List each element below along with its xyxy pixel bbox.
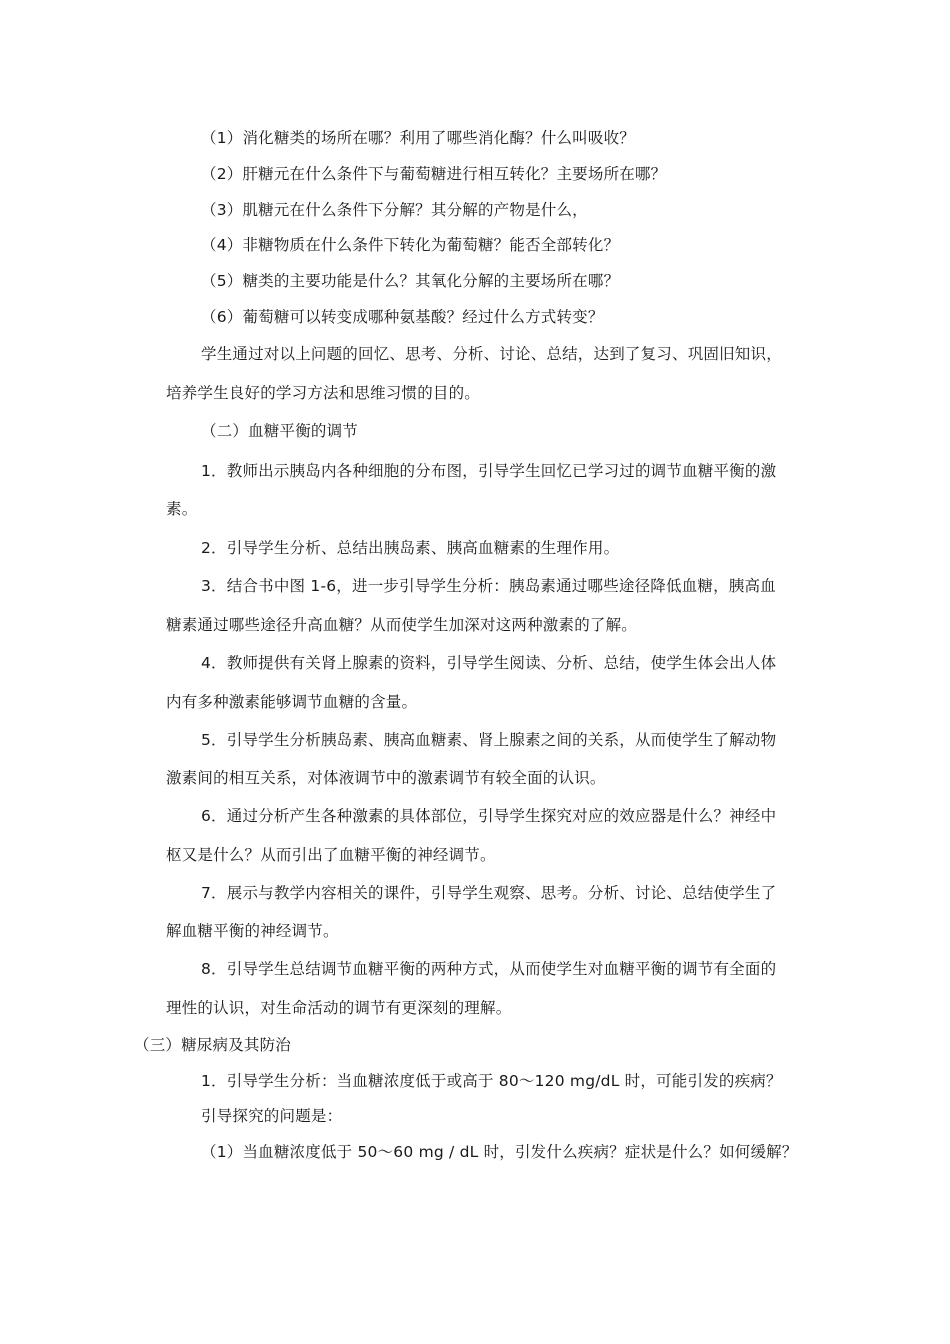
section-3-item-1: 1．引导学生分析：当血糖浓度低于或高于 80～120 mg/dL 时，可能引发的疾病？	[201, 1072, 782, 1090]
question-3: （3）肌糖元在什么条件下分解？其分解的产物是什么，	[201, 201, 588, 219]
question-2: （2）肝糖元在什么条件下与葡萄糖进行相互转化？主要场所在哪？	[201, 165, 667, 183]
item-4-line-1: 4．教师提供有关肾上腺素的资料，引导学生阅读、分析、总结，使学生体会出人体	[201, 654, 777, 672]
item-5-line-2: 激素间的相互关系，对体液调节中的激素调节有较全面的认识。	[166, 769, 606, 787]
item-1-line-2: 素。	[166, 500, 198, 518]
item-7-line-2: 解血糖平衡的神经调节。	[166, 922, 339, 940]
item-8-line-1: 8．引导学生总结调节血糖平衡的两种方式，从而使学生对血糖平衡的调节有全面的	[201, 960, 777, 978]
item-8-line-2: 理性的认识，对生命活动的调节有更深刻的理解。	[166, 999, 512, 1017]
question-6: （6）葡萄糖可以转变成哪种氨基酸？经过什么方式转变？	[201, 308, 604, 326]
question-5: （5）糖类的主要功能是什么？其氧化分解的主要场所在哪？	[201, 272, 620, 290]
item-7-line-1: 7．展示与教学内容相关的课件，引导学生观察、思考。分析、讨论、总结使学生了	[201, 884, 777, 902]
guided-questions-label: 引导探究的问题是：	[201, 1107, 343, 1125]
section-heading-2: （二）血糖平衡的调节	[201, 422, 359, 440]
section-heading-3: （三）糖尿病及其防治	[134, 1036, 292, 1054]
item-3-line-1: 3．结合书中图 1-6，进一步引导学生分析：胰岛素通过哪些途径降低血糖，胰高血	[201, 577, 776, 595]
question-1: （1）消化糖类的场所在哪？利用了哪些消化酶？什么叫吸收？	[201, 129, 635, 147]
item-3-line-2: 糖素通过哪些途径升高血糖？从而使学生加深对这两种激素的了解。	[166, 616, 638, 634]
item-6-line-2: 枢又是什么？从而引出了血糖平衡的神经调节。	[166, 846, 496, 864]
question-4: （4）非糖物质在什么条件下转化为葡萄糖？能否全部转化？	[201, 236, 620, 254]
item-2: 2．引导学生分析、总结出胰岛素、胰高血糖素的生理作用。	[201, 539, 620, 557]
item-5-line-1: 5．引导学生分析胰岛素、胰高血糖素、肾上腺素之间的关系，从而使学生了解动物	[201, 731, 777, 749]
item-1-line-1: 1．教师出示胰岛内各种细胞的分布图，引导学生回忆已学习过的调节血糖平衡的激	[201, 462, 777, 480]
item-4-line-2: 内有多种激素能够调节血糖的含量。	[166, 693, 418, 711]
summary-paragraph-line-1: 学生通过对以上问题的回忆、思考、分析、讨论、总结，达到了复习、巩固旧知识，	[201, 345, 782, 363]
item-6-line-1: 6．通过分析产生各种激素的具体部位，引导学生探究对应的效应器是什么？神经中	[201, 807, 777, 825]
guided-question-1: （1）当血糖浓度低于 50～60 mg / dL 时，引发什么疾病？症状是什么？如何缓解？	[201, 1143, 798, 1161]
summary-paragraph-line-2: 培养学生良好的学习方法和思维习惯的目的。	[166, 384, 481, 402]
